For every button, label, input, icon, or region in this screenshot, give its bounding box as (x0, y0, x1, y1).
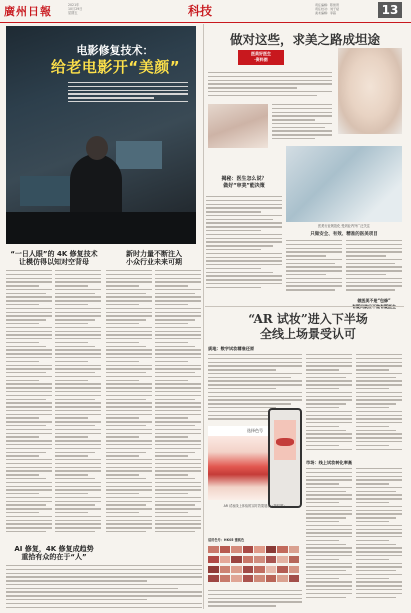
beauty-headline: 做对这些，求美之路成坦途 (229, 32, 380, 47)
film-body-col-2 (55, 270, 101, 540)
beauty-body-4 (346, 240, 402, 296)
face-photo (338, 48, 402, 134)
phone-illustration (268, 408, 302, 508)
story-divider (205, 306, 404, 307)
beauty-intro (208, 72, 332, 102)
film-headline: 给老电影开“美颜” (50, 58, 181, 76)
swatch-label: 适用色号：HK05 蜜桃色 (208, 538, 245, 542)
lab-caption: 医美行业规范化 受到业内外广泛关注 (317, 224, 370, 228)
ar-subhead-2: 市场：线上试妆转化率高 (306, 460, 353, 465)
editor-credits: 责任编辑：陈智贤 责任校对：刘子斌 美术编辑：李超 (315, 3, 340, 15)
beauty-quote-title: 揭秘：医生怎么说？ 做好“审美”能决策 (221, 176, 267, 189)
film-body-bottom (6, 565, 202, 609)
lab-photo (286, 146, 402, 222)
section-title: 科技 (188, 4, 213, 18)
film-subhead-2: 新时力量不断注入 小众行业未来可期 (126, 250, 182, 266)
newspaper-logo: 廣州日報 (4, 5, 52, 18)
ar-body-5 (356, 468, 402, 608)
ar-subhead-1: 质地：数字试妆精准还原 (208, 346, 255, 351)
page-number: 13 (378, 2, 402, 18)
color-swatch-grid (208, 546, 302, 584)
app-header: 选择色号 (208, 426, 302, 436)
column-divider (203, 24, 204, 609)
film-subhead-3: AI 修复，4K 修复成趋势 重拾有众的在于“人” (14, 545, 94, 561)
beauty-subhead-1: 只做安全、有效、精准的医美项目 (310, 232, 378, 237)
film-intro (68, 82, 188, 108)
ar-body-3 (356, 354, 402, 458)
beauty-body-2 (206, 196, 282, 296)
film-subhead-1: “一日人眼”的 4K 修复技术 让模仿得以知对空背母 (10, 250, 98, 266)
film-body-col-3 (106, 270, 152, 540)
ar-body-2 (306, 354, 352, 458)
film-kicker: 电影修复技术： (76, 44, 154, 57)
film-body-col-4 (155, 270, 201, 540)
beauty-body-3 (286, 240, 342, 296)
treatment-photo (208, 104, 268, 148)
ar-body-6 (208, 590, 302, 610)
film-body-col-1 (6, 270, 52, 540)
ar-body-4 (306, 468, 352, 608)
ar-photo-caption: AR 试妆线上体验的实时效果展示（资料图） (223, 504, 287, 508)
beauty-label: 医美好医生 ·资料图 (238, 50, 284, 65)
issue-date: 2021年 10月29日 星期五 (68, 3, 83, 15)
ar-headline: “AR 试妆”进入下半场 全线上场景受认可 (248, 312, 368, 341)
beauty-subhead-2: 做医美不是“包修” (357, 298, 391, 303)
beauty-body-1 (272, 104, 332, 144)
